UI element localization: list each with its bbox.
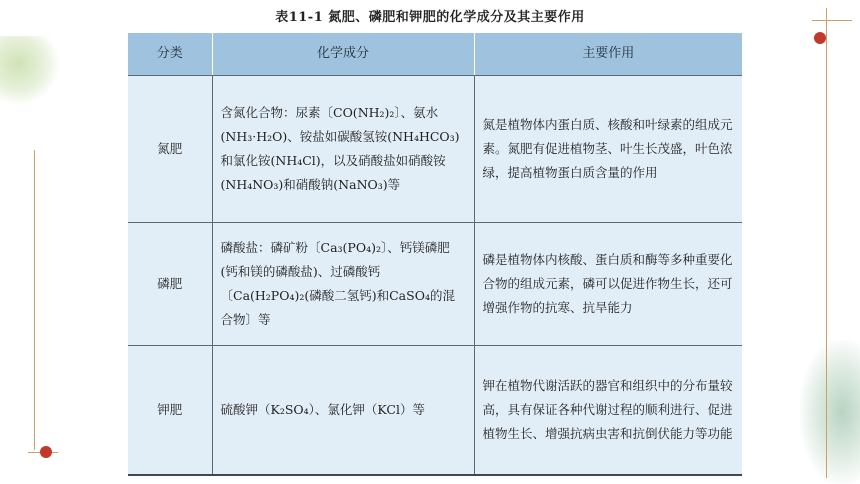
composition-cell: 硫酸钾（K₂SO₄）、氯化钾（KCl）等 bbox=[212, 346, 474, 476]
composition-cell: 磷酸盐：磷矿粉〔Ca₃(PO₄)₂〕、钙镁磷肥(钙和镁的磷酸盐)、过磷酸钙〔Ca(H₂PO₄)₂(磷酸二氢钙)和CaSO₄的混合物〕等 bbox=[212, 223, 474, 346]
effect-cell: 磷是植物体内核酸、蛋白质和酶等多种重要化合物的组成元素，磷可以促进作物生长，还可增强作物的抗寒、抗旱能力 bbox=[474, 223, 742, 346]
decorative-dot-right bbox=[814, 32, 826, 44]
category-cell: 钾肥 bbox=[128, 346, 212, 476]
effect-cell: 钾在植物代谢活跃的器官和组织中的分布量较高，具有保证各种代谢过程的顺利进行、促进植物生长、增强抗病虫害和抗倒伏能力等功能 bbox=[474, 346, 742, 476]
composition-cell: 含氮化合物：尿素〔CO(NH₂)₂〕、氨水(NH₃·H₂O)、铵盐如碳酸氢铵(NH₄HCO₃)和氯化铵(NH₄Cl)，以及硝酸盐如硝酸铵(NH₄NO₃)和硝酸钠(NaNO₃)等 bbox=[212, 76, 474, 223]
table-row bbox=[128, 346, 742, 476]
decorative-ink-wash bbox=[800, 340, 860, 484]
table-header-row bbox=[128, 33, 742, 76]
decorative-dot-left bbox=[40, 446, 52, 458]
decorative-line-right bbox=[826, 8, 827, 478]
category-cell: 磷肥 bbox=[128, 223, 212, 346]
table-row bbox=[128, 76, 742, 223]
table-row bbox=[128, 223, 742, 346]
fertilizer-table bbox=[128, 33, 742, 476]
table-caption: 表11-1 氮肥、磷肥和钾肥的化学成分及其主要作用 bbox=[275, 10, 585, 25]
header-effect: 主要作用 bbox=[474, 33, 742, 76]
header-category: 分类 bbox=[128, 33, 212, 76]
header-composition: 化学成分 bbox=[212, 33, 474, 76]
effect-cell: 氮是植物体内蛋白质、核酸和叶绿素的组成元素。氮肥有促进植物茎、叶生长茂盛，叶色浓绿，提高植物蛋白质含量的作用 bbox=[474, 76, 742, 223]
decorative-line-left bbox=[34, 150, 35, 450]
decorative-leaf-wash bbox=[0, 36, 60, 106]
category-cell: 氮肥 bbox=[128, 76, 212, 223]
